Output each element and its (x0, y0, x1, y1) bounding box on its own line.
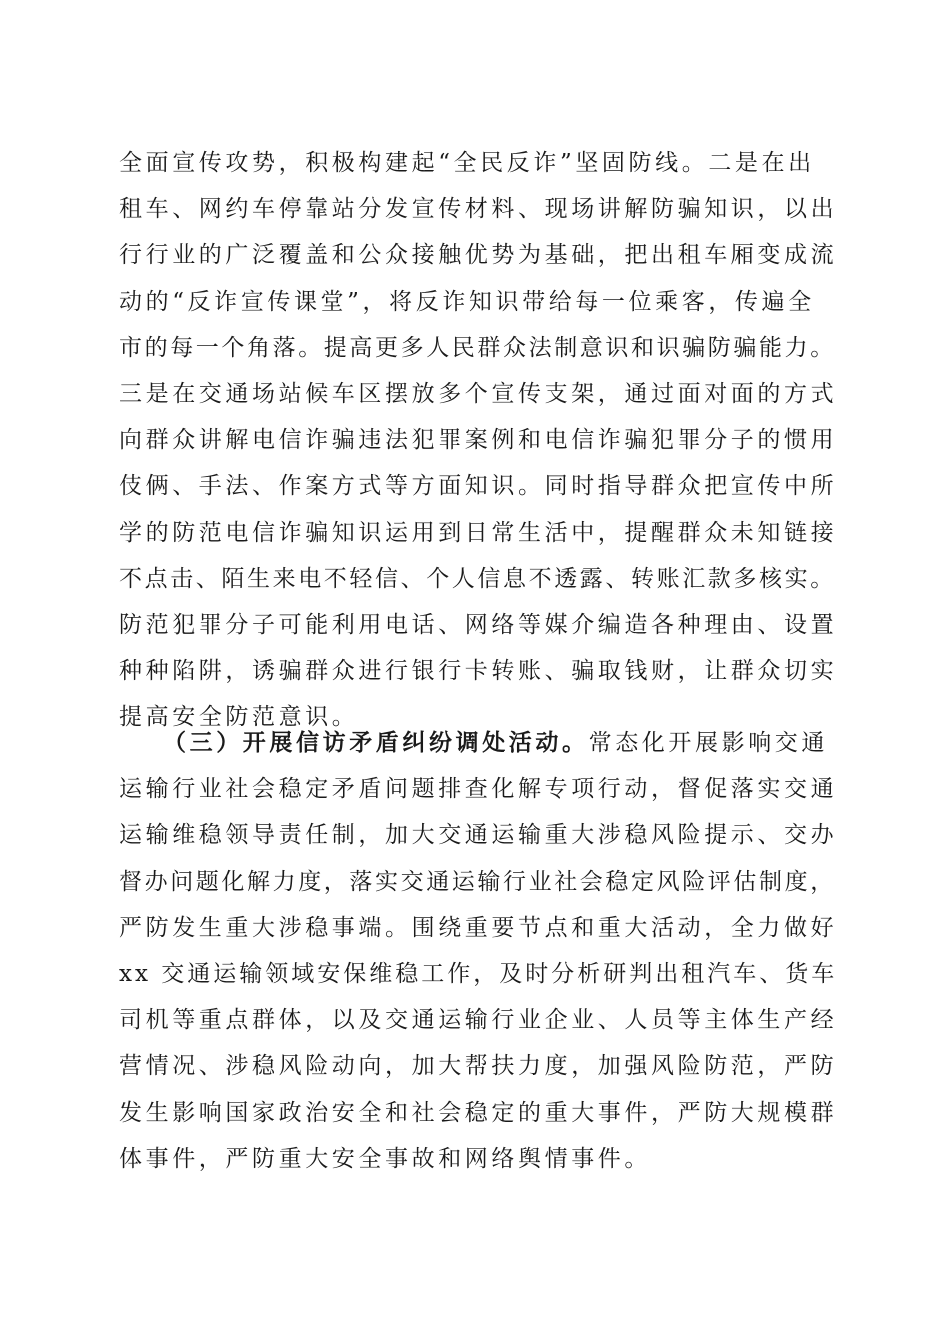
paragraph-2-first-line (119, 720, 839, 766)
paragraph-1-line: 向群众讲解电信诈骗违法犯罪案例和电信诈骗犯罪分子的惯用 (119, 427, 838, 454)
paragraph-1-line: 市的每一个角落。提高更多人民群众法制意识和识骗防骗能力。 (119, 334, 836, 361)
paragraph-1-line: 全面宣传攻势，积极构建起“全民反诈”坚固防线。二是在出 (119, 150, 815, 176)
paragraph-1-line: 提高安全防范意识。 (119, 704, 359, 731)
paragraph-2-line: 运输行业社会稳定矛盾问题排查化解专项行动，督促落实交通 (119, 776, 838, 803)
paragraph-1-line: 租车、网约车停靠站分发宣传材料、现场讲解防骗知识，以出 (119, 196, 838, 223)
paragraph-2-line: 严防发生重大涉稳事端。围绕重要节点和重大活动，全力做好 (119, 914, 838, 941)
paragraph-1-line: 行行业的广泛覆盖和公众接触优势为基础，把出租车厢变成流 (119, 242, 838, 269)
paragraph-2 (119, 720, 839, 1182)
paragraph-2-line: 营情况、涉稳风险动向，加大帮扶力度，加强风险防范，严防 (119, 1053, 838, 1080)
paragraph-2-line: 运输维稳领导责任制，加大交通运输重大涉稳风险提示、交办 (119, 822, 838, 849)
paragraph-1-line: 防范犯罪分子可能利用电话、网络等媒介编造各种理由、设置 (119, 611, 838, 638)
paragraph-1-line: 学的防范电信诈骗知识运用到日常生活中，提醒群众未知链接 (119, 519, 838, 546)
paragraph-2-line: 体事件，严防重大安全事故和网络舆情事件。 (119, 1145, 651, 1172)
paragraph-1-line: 伎俩、手法、作案方式等方面知识。同时指导群众把宣传中所 (119, 473, 838, 500)
section-heading: （三）开展信访矛盾纠纷调处活动。 (163, 729, 589, 756)
paragraph-1-line: 三是在交通场站候车区摆放多个宣传支架，通过面对面的方式 (119, 380, 838, 407)
paragraph-2-first-line-text: 常态化开展影响交通 (588, 730, 829, 756)
paragraph-2-line: 司机等重点群体，以及交通运输行业企业、人员等主体生产经 (119, 1007, 838, 1034)
paragraph-1-line: 不点击、陌生来电不轻信、个人信息不透露、转账汇款多核实。 (119, 565, 836, 592)
paragraph-2-line: xx 交通运输领域安保维稳工作，及时分析研判出租汽车、货车 (119, 960, 838, 987)
paragraph-1-line: 种种陷阱，诱骗群众进行银行卡转账、骗取钱财，让群众切实 (119, 658, 838, 685)
paragraph-1 (119, 140, 839, 740)
paragraph-2-line: 督办问题化解力度，落实交通运输行业社会稳定风险评估制度， (119, 868, 836, 895)
paragraph-2-line: 发生影响国家政治安全和社会稳定的重大事件，严防大规模群 (119, 1099, 838, 1126)
paragraph-1-line: 动的“反诈宣传课堂”，将反诈知识带给每一位乘客，传遍全 (119, 288, 815, 315)
